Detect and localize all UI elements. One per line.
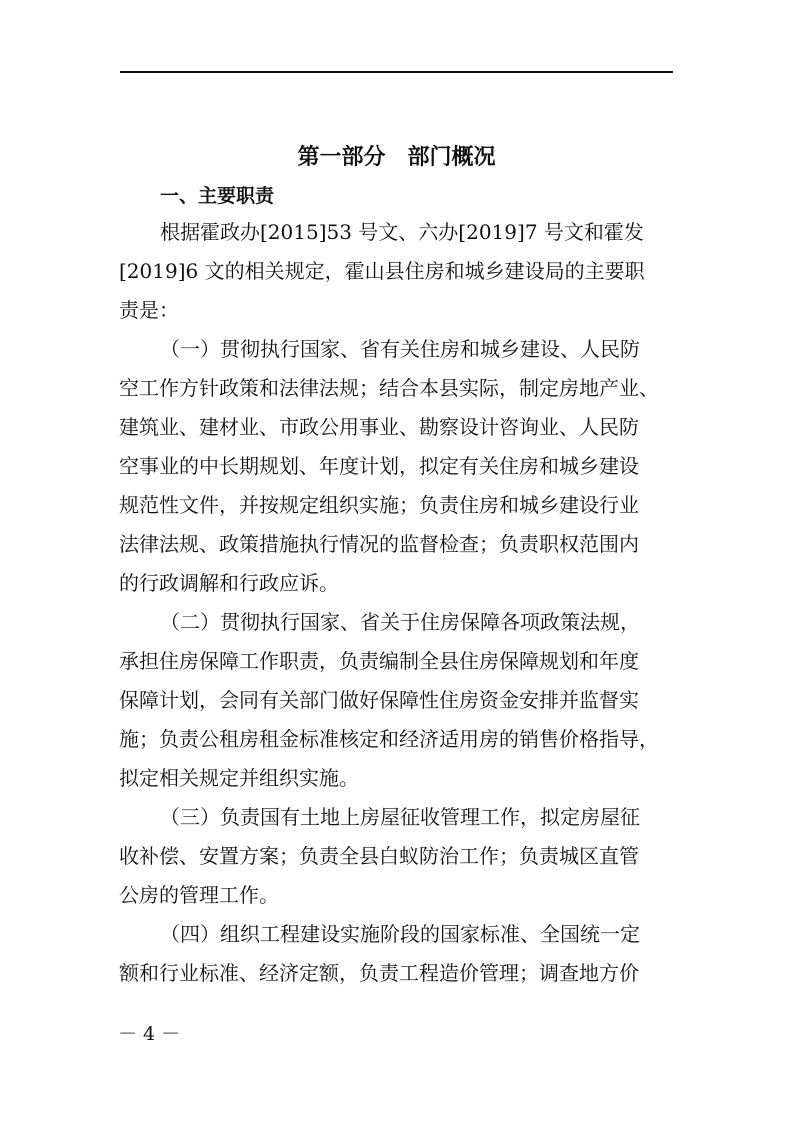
body-line: 额和行业标准、经济定额，负责工程造价管理；调查地方价 [119,961,639,985]
body-line: 收补偿、安置方案；负责全县白蚁防治工作；负责城区直管 [119,844,639,868]
body-line: （四）组织工程建设实施阶段的国家标准、全国统一定 [160,922,640,946]
body-line: 空事业的中长期规划、年度计划，拟定有关住房和城乡建设 [119,454,639,478]
body-line: 施；负责公租房租金标准核定和经济适用房的销售价格指导， [119,727,659,751]
body-line: 承担住房保障工作职责，负责编制全县住房保障规划和年度 [119,649,639,673]
body-line: 的行政调解和行政应诉。 [119,571,339,595]
body-line: 拟定相关规定并组织实施。 [119,766,359,790]
body-line: [2019]6 文的相关规定，霍山县住房和城乡建设局的主要职 [119,259,645,283]
body-line: 公房的管理工作。 [119,883,279,907]
body-line: （二）贯彻执行国家、省关于住房保障各项政策法规， [160,610,640,634]
body-line: 根据霍政办[2015]53 号文、六办[2019]7 号文和霍发 [160,220,644,244]
header-rule [120,71,673,73]
body-line: 责是： [119,298,179,322]
page-number: － 4 － [118,1023,181,1045]
body-line: 建筑业、建材业、市政公用事业、勘察设计咨询业、人民防 [119,415,639,439]
body-line: 规范性文件，并按规定组织实施；负责住房和城乡建设行业 [119,493,639,517]
body-line: （一）贯彻执行国家、省有关住房和城乡建设、人民防 [160,337,640,361]
body-line: 保障计划，会同有关部门做好保障性住房资金安排并监督实 [119,688,639,712]
page-title: 第一部分 部门概况 [297,145,496,170]
body-line: 法律法规、政策措施执行情况的监督检查；负责职权范围内 [119,532,639,556]
body-line: （三）负责国有土地上房屋征收管理工作，拟定房屋征 [160,805,640,829]
section-heading: 一、主要职责 [160,185,275,207]
body-line: 空工作方针政策和法律法规；结合本县实际，制定房地产业、 [119,376,659,400]
